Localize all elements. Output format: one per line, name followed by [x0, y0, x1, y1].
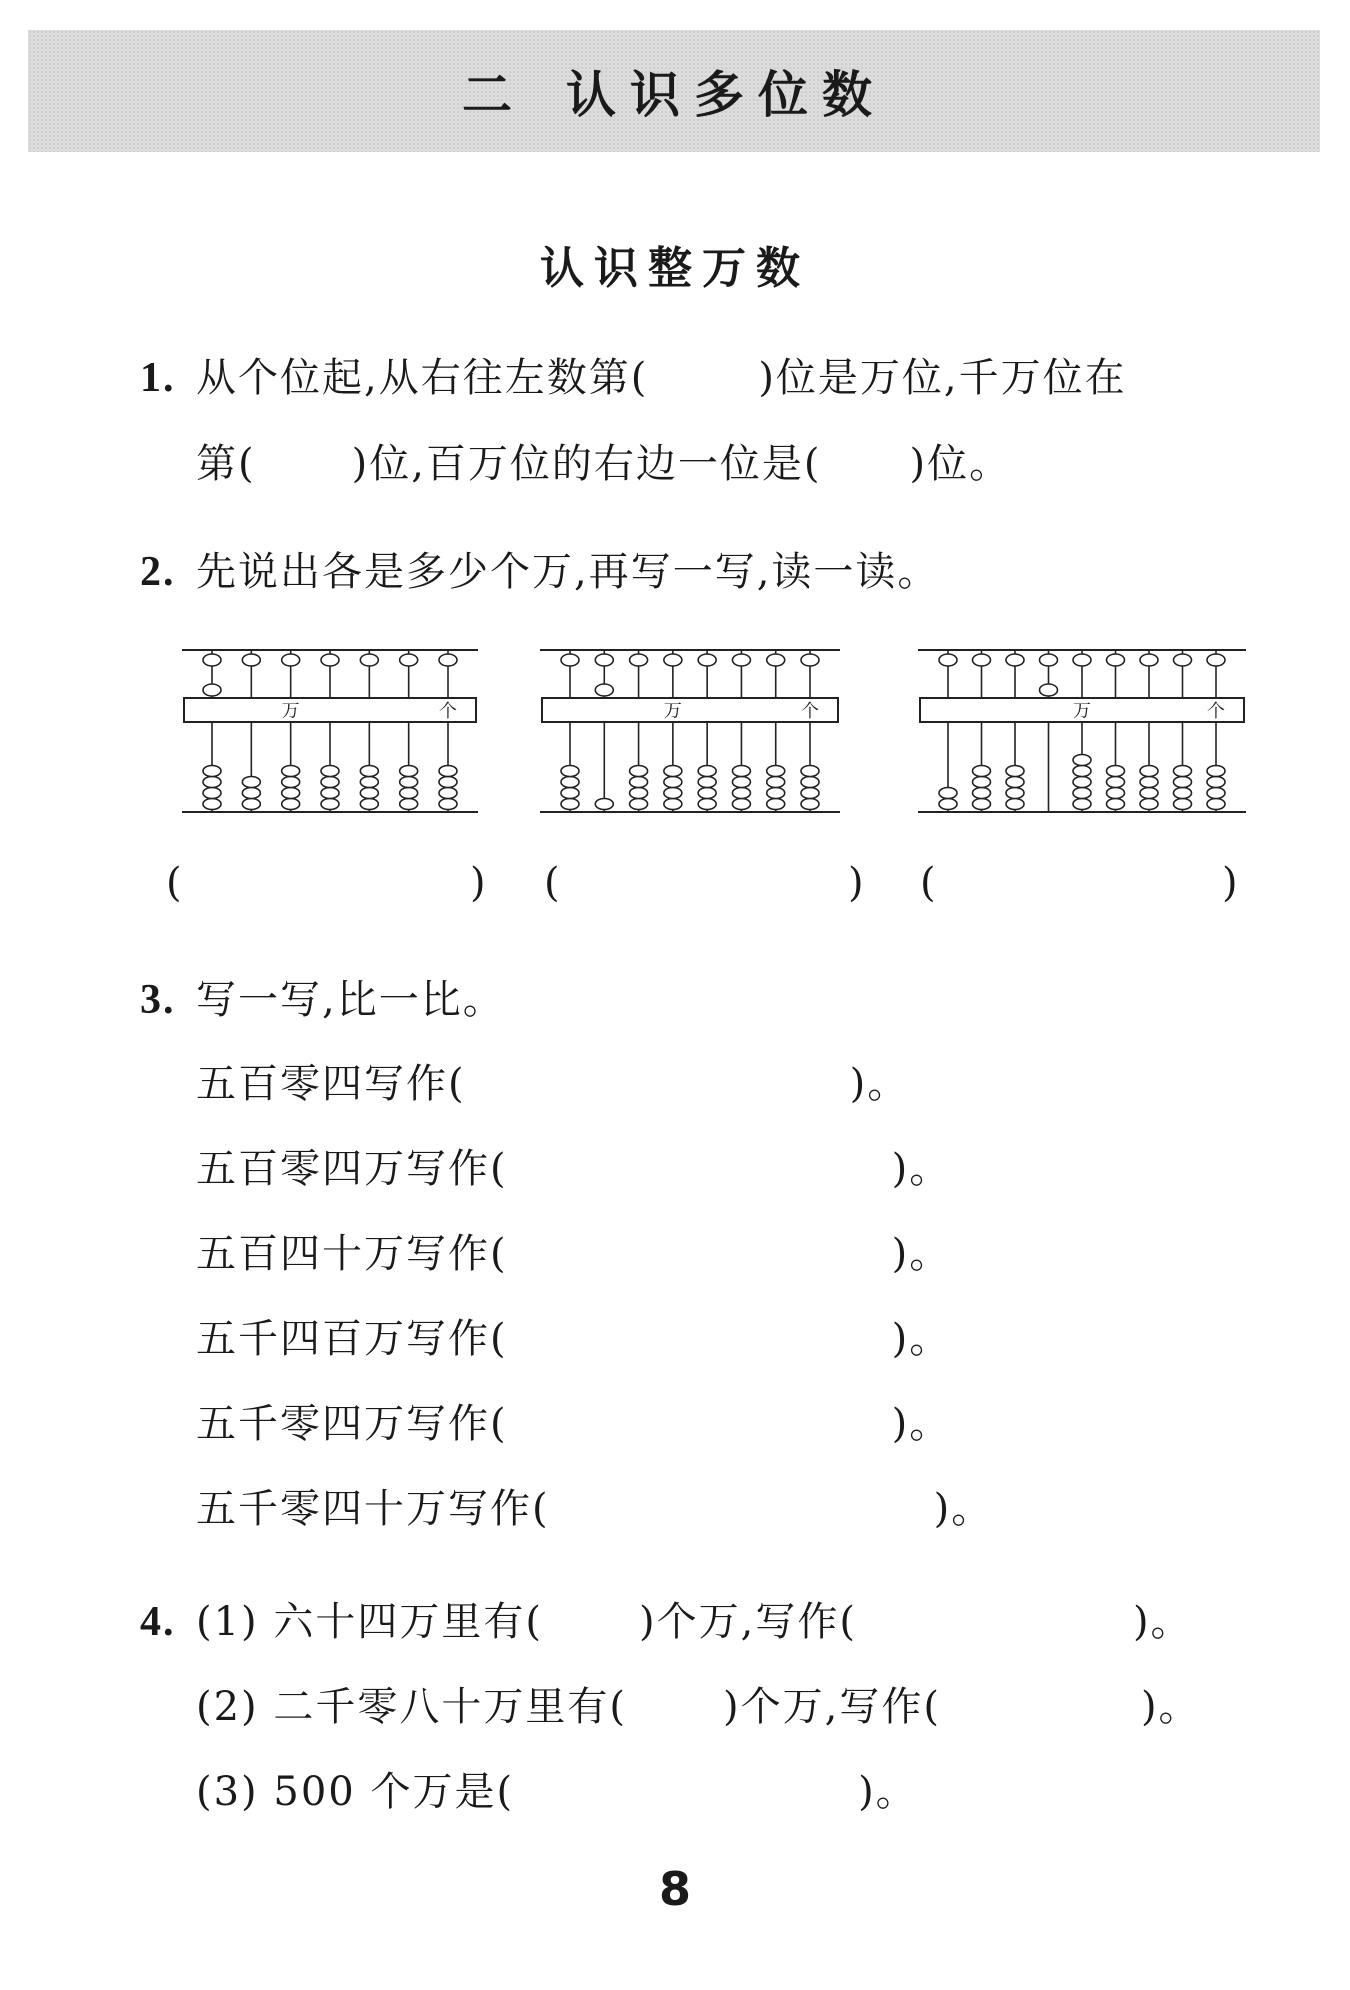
wan-label: 万: [1073, 701, 1091, 722]
bead: [360, 788, 378, 799]
bead: [282, 654, 300, 666]
ge-label: 个: [439, 701, 457, 722]
bead: [732, 777, 750, 788]
bead: [630, 788, 648, 799]
wan-label: 万: [663, 701, 682, 722]
q4-item-1-text-b: )个万,写作(: [639, 1599, 857, 1645]
bead: [321, 777, 339, 788]
q4-item-1-label: (1): [196, 1599, 259, 1645]
bead: [282, 777, 300, 788]
bead: [1174, 654, 1192, 666]
beam: [542, 698, 838, 722]
bead: [1207, 799, 1225, 810]
q4-item-3-label: (3): [196, 1769, 259, 1815]
bead: [400, 766, 418, 777]
bead: [1140, 654, 1158, 666]
bead: [801, 799, 819, 810]
bead: [1107, 799, 1125, 810]
bead: [242, 799, 260, 810]
bead: [1207, 766, 1225, 777]
bead: [801, 788, 819, 799]
bead: [203, 654, 221, 666]
bead: [321, 788, 339, 799]
abacus-1: [182, 644, 478, 820]
bead: [698, 777, 716, 788]
bead: [801, 654, 819, 666]
bead: [973, 654, 991, 666]
q3-item-1-end: )。: [849, 1061, 910, 1107]
bead: [1140, 766, 1158, 777]
bead: [801, 777, 819, 788]
q4-item-2-text-c: )。: [1140, 1684, 1201, 1730]
bead: [732, 799, 750, 810]
q2-answer-2-close: ): [848, 860, 864, 906]
bead: [400, 788, 418, 799]
section-title: 认识整万数: [540, 243, 810, 294]
q3-item-5: [196, 1392, 951, 1449]
bead: [561, 777, 579, 788]
bead: [767, 799, 785, 810]
q3-item-6-text: 五千零四十万写作(: [196, 1486, 550, 1532]
bead: [939, 788, 957, 799]
bead: [1006, 777, 1024, 788]
bead: [698, 788, 716, 799]
q1-text-b: )位是万位,千万位在: [758, 355, 1127, 401]
bead: [1006, 654, 1024, 666]
bead: [282, 766, 300, 777]
bead: [400, 799, 418, 810]
q3-item-6: [196, 1477, 993, 1534]
bead: [400, 654, 418, 666]
q3-item-5-text: 五千零四万写作(: [196, 1401, 508, 1447]
q2-text: 先说出各是多少个万,再写一写,读一读。: [196, 549, 940, 595]
bead: [203, 684, 221, 696]
bead: [939, 799, 957, 810]
bead: [664, 777, 682, 788]
bead: [1174, 799, 1192, 810]
bead: [1107, 788, 1125, 799]
q1-line2: [196, 432, 1011, 489]
bead: [1174, 766, 1192, 777]
unit-header: [28, 30, 1320, 152]
bead: [1174, 777, 1192, 788]
q2-answer-1-blank[interactable]: [196, 866, 456, 910]
q4-number: 4.: [140, 1599, 176, 1645]
bead: [400, 777, 418, 788]
bead: [1107, 777, 1125, 788]
q2-number: 2.: [140, 549, 176, 595]
bead: [1140, 777, 1158, 788]
bead: [1006, 799, 1024, 810]
bead: [1107, 654, 1125, 666]
bead: [664, 766, 682, 777]
q4-item-2-text-b: )个万,写作(: [723, 1684, 941, 1730]
q1-text-a: 从个位起,从右往左数第(: [196, 355, 649, 401]
q1-number: 1.: [140, 355, 176, 401]
bead: [1140, 799, 1158, 810]
bead: [973, 799, 991, 810]
q3-item-4: [196, 1307, 951, 1364]
q3-item-2: [196, 1137, 951, 1194]
bead: [698, 654, 716, 666]
bead: [561, 788, 579, 799]
bead: [1073, 755, 1091, 766]
bead: [664, 799, 682, 810]
q4-item-3: [196, 1760, 918, 1817]
q3-item-4-end: )。: [891, 1316, 952, 1362]
bead: [1140, 788, 1158, 799]
bead: [973, 766, 991, 777]
q1-line1: [140, 346, 1127, 403]
bead: [767, 777, 785, 788]
bead: [630, 654, 648, 666]
q3-item-2-end: )。: [891, 1146, 952, 1192]
bead: [630, 777, 648, 788]
bead: [664, 654, 682, 666]
unit-title: 认识多位数: [566, 66, 886, 124]
q3-item-3: [196, 1222, 951, 1279]
bead: [595, 684, 613, 696]
q4-item-1-text-c: )。: [1132, 1599, 1193, 1645]
bead: [561, 766, 579, 777]
bead: [561, 654, 579, 666]
q2-answer-2-open: (: [544, 860, 560, 906]
bead: [1073, 654, 1091, 666]
bead: [1073, 788, 1091, 799]
bead: [1174, 788, 1192, 799]
q3-item-3-text: 五百四十万写作(: [196, 1231, 508, 1277]
q3-item-5-end: )。: [891, 1401, 952, 1447]
bead: [282, 799, 300, 810]
bead: [767, 654, 785, 666]
bead: [360, 799, 378, 810]
q2-answer-3-blank[interactable]: [950, 866, 1216, 910]
bead: [321, 799, 339, 810]
bead: [439, 766, 457, 777]
q1-text-c: 第(: [196, 441, 256, 487]
bead: [1073, 777, 1091, 788]
bead: [1006, 788, 1024, 799]
bead: [242, 654, 260, 666]
bead: [1207, 777, 1225, 788]
ge-label: 个: [1207, 701, 1225, 722]
bead: [439, 654, 457, 666]
bead: [282, 788, 300, 799]
q3-item-2-text: 五百零四万写作(: [196, 1146, 508, 1192]
ge-label: 个: [801, 701, 819, 722]
bead: [203, 777, 221, 788]
q3-line: [140, 968, 505, 1025]
bead: [630, 766, 648, 777]
bead: [203, 788, 221, 799]
bead: [439, 788, 457, 799]
q4-item-1-text-a: 六十四万里有(: [273, 1599, 543, 1645]
bead: [664, 788, 682, 799]
bead: [203, 799, 221, 810]
q2-answer-2-blank[interactable]: [574, 866, 840, 910]
bead: [360, 777, 378, 788]
q3-item-1: [196, 1052, 909, 1109]
bead: [939, 654, 957, 666]
bead: [242, 777, 260, 788]
bead: [439, 777, 457, 788]
q4-item-1: [140, 1590, 1193, 1647]
q1-text-e: )位。: [909, 441, 1012, 487]
q1-text-d: )位,百万位的右边一位是(: [351, 441, 822, 487]
bead: [973, 788, 991, 799]
q3-item-6-end: )。: [933, 1486, 994, 1532]
q4-item-3-text-a: 500 个万是(: [273, 1769, 515, 1815]
page-number: 8: [658, 1862, 691, 1916]
bead: [1006, 766, 1024, 777]
q2-answer-1-open: (: [166, 860, 182, 906]
q2-answer-1-close: ): [470, 860, 486, 906]
bead: [203, 766, 221, 777]
bead: [767, 788, 785, 799]
q3-item-1-text: 五百零四写作(: [196, 1061, 466, 1107]
bead: [439, 799, 457, 810]
bead: [595, 654, 613, 666]
wan-label: 万: [281, 701, 300, 722]
unit-number: 二: [462, 66, 518, 124]
bead: [1040, 654, 1058, 666]
q2-answer-3-close: ): [1222, 860, 1238, 906]
bead: [242, 788, 260, 799]
q4-item-2-label: (2): [196, 1684, 259, 1730]
abacus-2: [540, 644, 840, 820]
bead: [1073, 766, 1091, 777]
bead: [321, 654, 339, 666]
bead: [698, 766, 716, 777]
beam: [184, 698, 476, 722]
bead: [595, 799, 613, 810]
bead: [698, 799, 716, 810]
q4-item-2: [196, 1675, 1201, 1732]
bead: [1040, 684, 1058, 696]
bead: [360, 654, 378, 666]
q3-item-4-text: 五千四百万写作(: [196, 1316, 508, 1362]
bead: [561, 799, 579, 810]
bead: [630, 799, 648, 810]
q3-number: 3.: [140, 977, 176, 1023]
bead: [1207, 788, 1225, 799]
abacus-3: [918, 644, 1246, 820]
bead: [1073, 799, 1091, 810]
q4-item-2-text-a: 二千零八十万里有(: [273, 1684, 627, 1730]
q3-item-3-end: )。: [891, 1231, 952, 1277]
bead: [321, 766, 339, 777]
bead: [801, 766, 819, 777]
bead: [732, 766, 750, 777]
bead: [973, 777, 991, 788]
bead: [1107, 766, 1125, 777]
q2-answer-3-open: (: [920, 860, 936, 906]
bead: [732, 654, 750, 666]
bead: [767, 766, 785, 777]
q4-item-3-text-b: )。: [858, 1769, 918, 1815]
bead: [732, 788, 750, 799]
bead: [360, 766, 378, 777]
q3-text: 写一写,比一比。: [196, 977, 505, 1023]
q2-line: [140, 540, 939, 597]
bead: [1207, 654, 1225, 666]
